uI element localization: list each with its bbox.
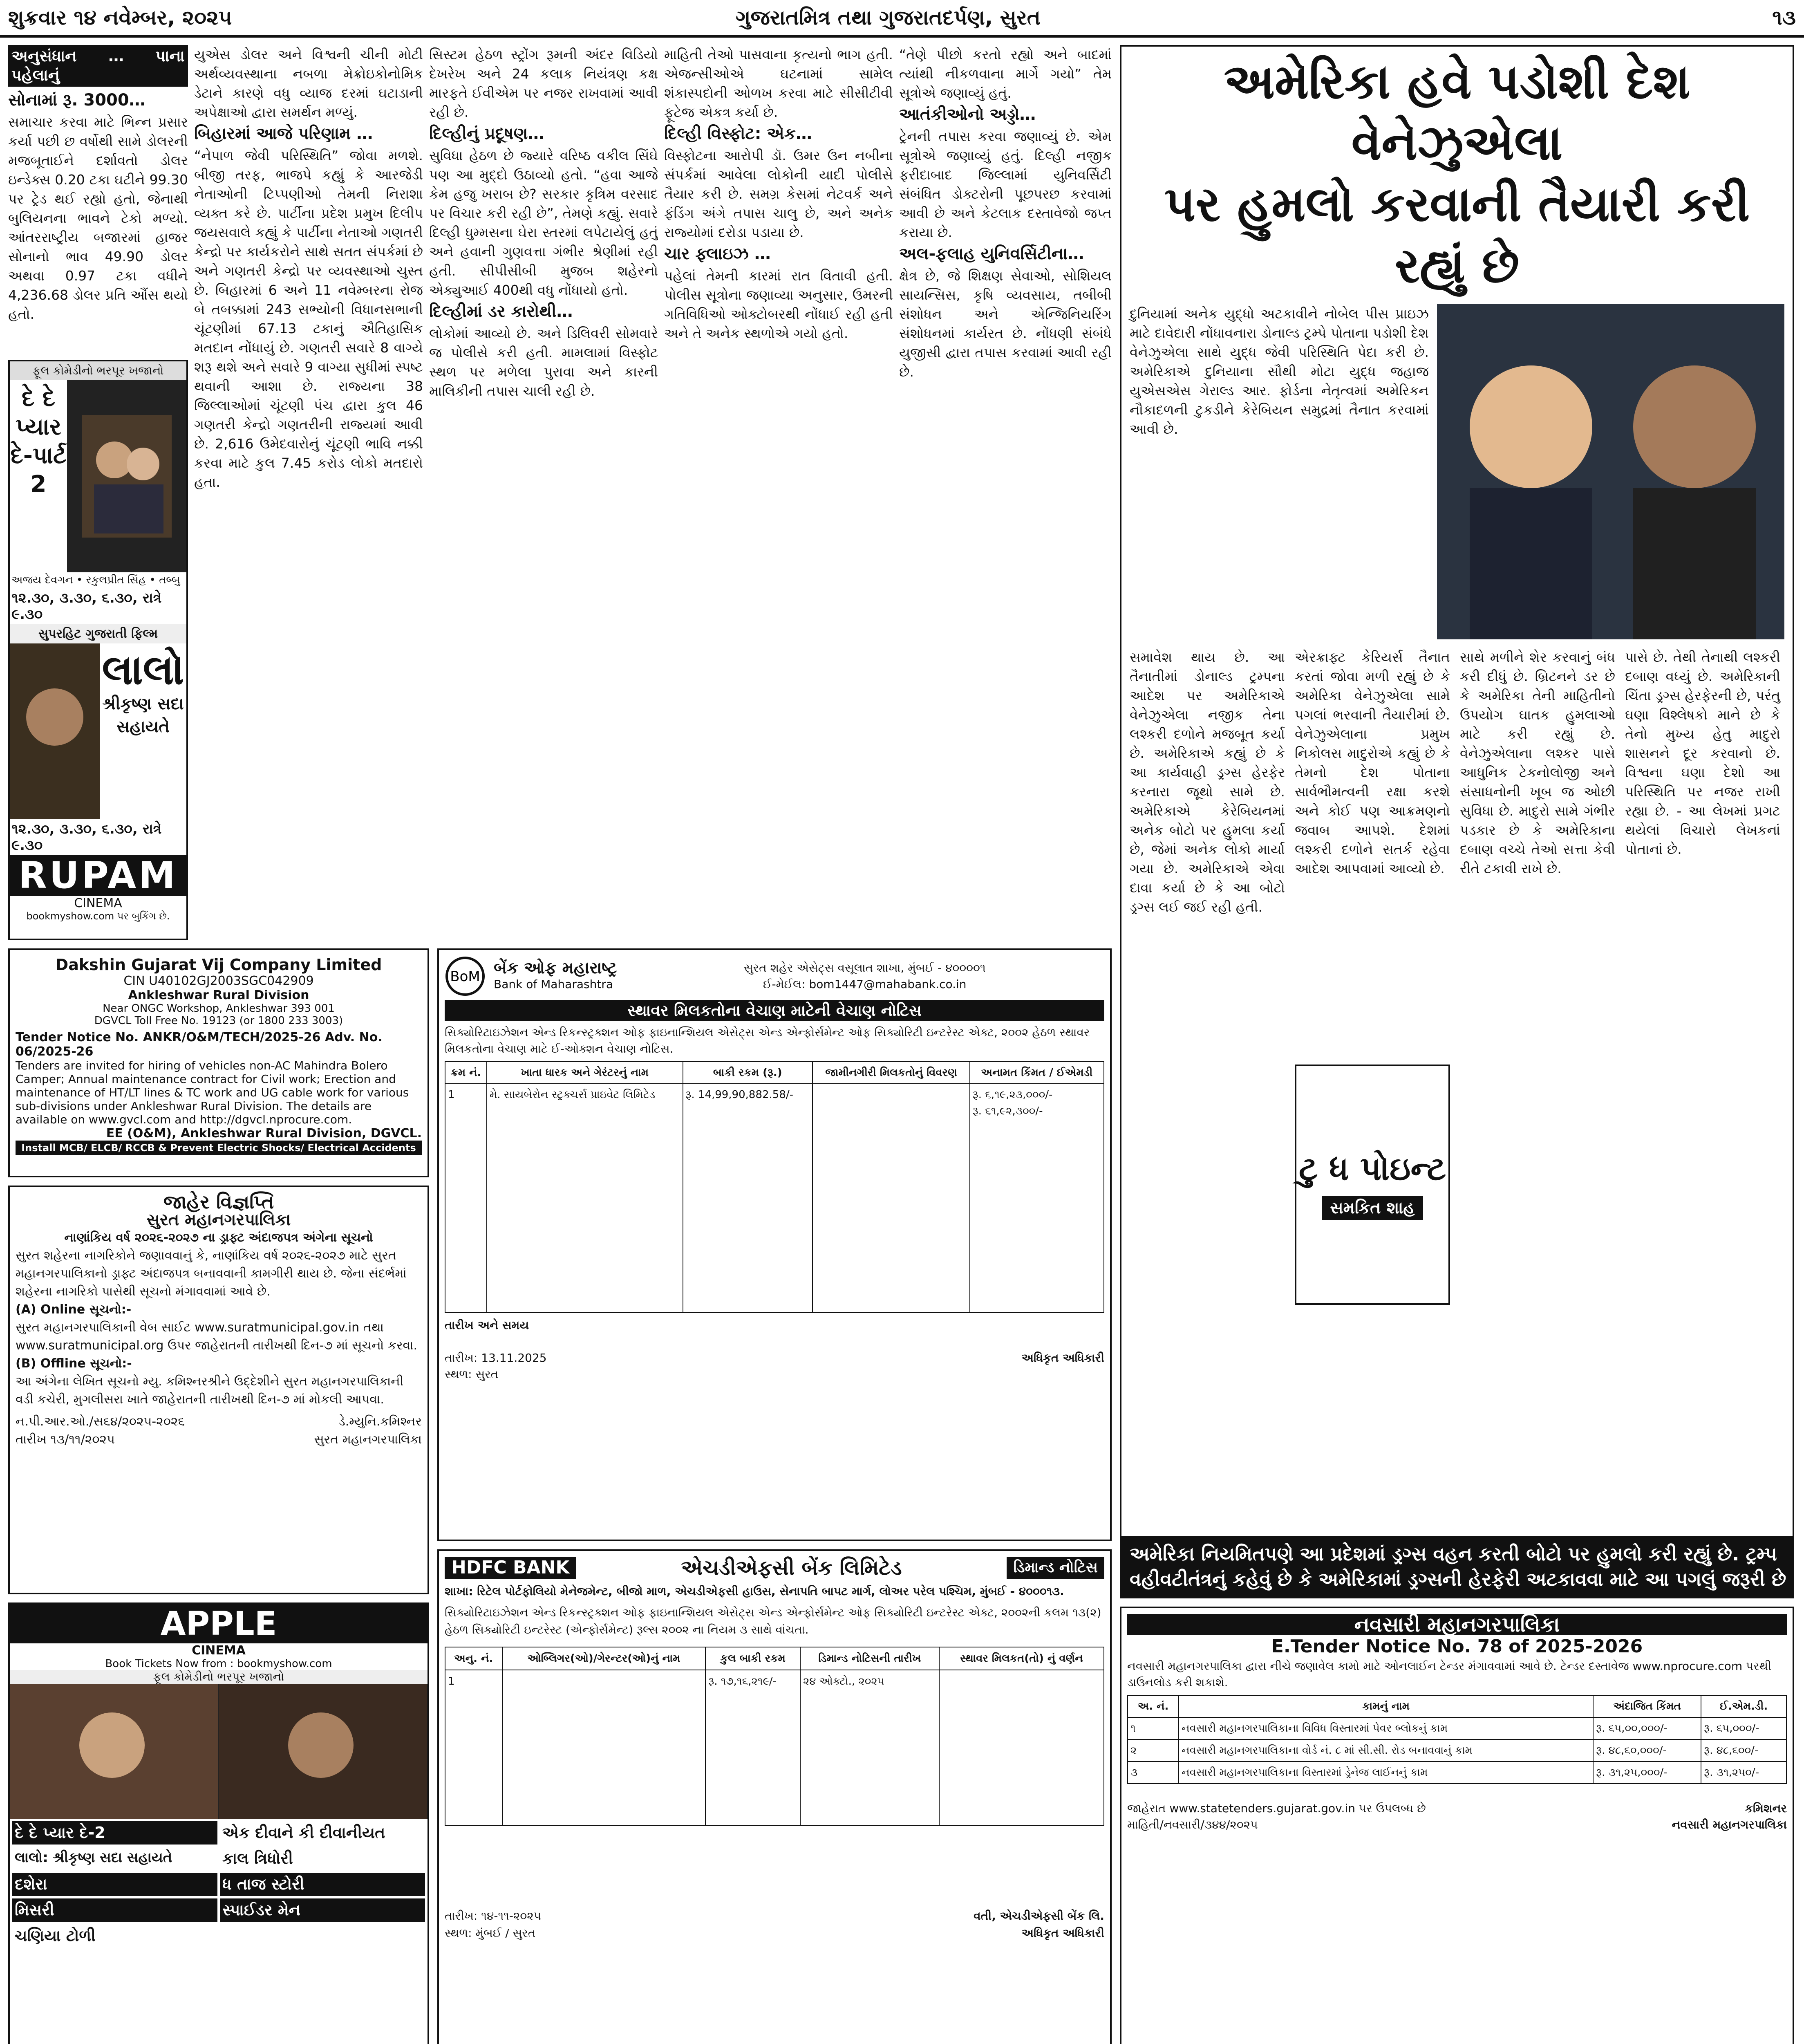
hdfc-table bbox=[445, 1647, 1104, 1826]
apple-film-5: દશેરા bbox=[12, 1873, 217, 1896]
smc-online-text: સુરત મહાનગરપાલિકાની વેબ સાઈટ www.suratmunicipal.gov.in તથા www.suratmunicipal.org ઉપર જાહેરાતની તારીખથી દિન-૭ માં સૂચનો કરવા. bbox=[16, 1320, 418, 1353]
dgvcl-tender bbox=[8, 948, 429, 1177]
hdfc-branch: શાખા: રિટેલ પોર્ટફોલિયો મેનેજમેન્ટ, બીજો માળ, એચડીએફસી હાઉસ, સેનાપતિ બાપટ માર્ગ, લોઅર પરેલ પશ્ચિમ, મુંબઈ - ૪૦૦૦૧૩. bbox=[445, 1585, 1064, 1598]
page-number: ૧૩ bbox=[1772, 6, 1796, 29]
hdfc-th-2: ઓબ્લિગર(ઓ)/ગેરન્ટર(ઓ)નું નામ bbox=[502, 1647, 706, 1670]
apple-sub: CINEMA bbox=[192, 1643, 246, 1658]
apple-poster-2 bbox=[219, 1684, 427, 1819]
america-headline-line2: પર હુમલો કરવાની તૈયારી કરી રહ્યું છે bbox=[1164, 176, 1750, 294]
column-author: સમકિત શાહ bbox=[1322, 1196, 1423, 1220]
navsari-th-1: અ. નં. bbox=[1128, 1695, 1179, 1717]
to-the-point-logo bbox=[1295, 1065, 1450, 1305]
dgvcl-slogan: Install MCB/ ELCB/ RCCB & Prevent Electric Shocks/ Electrical Accidents bbox=[16, 1141, 422, 1155]
terror-headline: આતંકીઓનો અડ્ડો… bbox=[899, 105, 1036, 124]
smc-subject: નાણાંકિય વર્ષ ૨૦૨૬-૨૦૨૭ ના ડ્રાફ્ટ અંદાજપત્ર અંગેના સૂચનો bbox=[64, 1230, 373, 1245]
bom-table bbox=[445, 1061, 1104, 1313]
svg-text:BoM: BoM bbox=[450, 968, 480, 985]
apple-film-9: ચણિયા ટોળી bbox=[15, 1927, 96, 1945]
hdfc-demand-notice bbox=[437, 1549, 1112, 2044]
dgvcl-tender-no: Tender Notice No. ANKR/O&M/TECH/2025-26 Adv. No. 06/2025-26 bbox=[16, 1030, 383, 1059]
apple-booking: Book Tickets Now from : bookmyshow.com bbox=[105, 1658, 332, 1670]
smc-body: સુરત શહેરના નાગરિકોને જણાવવાનું કે, નાણાંકિય વર્ષ ૨૦૨૬-૨૦૨૭ માટે સુરત મહાનગરપાલિકાનો ડ્રાફ્ટ અંદાજપત્ર બનાવવાની કામગીરી થાય છે. જેના સંદર્ભમાં શહેરના નાગરિકો પાસેથી સૂચનો મંગાવવામાં આવે છે. bbox=[16, 1248, 407, 1299]
blast-headline: દિલ્હી વિસ્ફોટ: એક… bbox=[664, 124, 812, 143]
america-col-d: પાસે છે. તેથી તેનાથી લશ્કરી દબાણ વધ્યું છે. અમેરિકાની ચિંતા ડ્રગ્સ હેરફેરની છે, પરંતુ ઘણા વિશ્લેષકો માને છે કે તેનો મુખ્ય હેતુ માદુરો શાસનને દૂર કરવાનો છે. વિશ્વના ઘણા દેશો આ પરિસ્થિતિ પર નજર રાખી રહ્યા છે. - આ લેખમાં પ્રગટ થયેલાં વિચારો લેખકનાં પોતાનાં છે. bbox=[1625, 649, 1780, 857]
bom-reserve: રૂ. ૬,૧૯,૨૩,૦૦૦/- bbox=[972, 1089, 1053, 1101]
four-headline: ચાર ફ્લાઇઝ … bbox=[664, 244, 771, 263]
film2-subtitle: શ્રીકૃષ્ણ સદા સહાયતે bbox=[102, 695, 184, 736]
smc-notice bbox=[8, 1186, 429, 1594]
apple-logo: APPLE bbox=[10, 1604, 427, 1643]
news-column-4 bbox=[664, 45, 893, 936]
dgvcl-division: Ankleshwar Rural Division bbox=[128, 988, 309, 1002]
terror-text: ટ્રેનની તપાસ કરવા જણાવ્યું છે. એમ સૂત્રોએ જણાવ્યું હતું. દિલ્હી નજીક ફરીદાબાદ જિલ્લામાં યુનિવર્સિટી સંબંધિત ડોક્ટરોની પૂછપરછ કરવામાં આવી છે અને કેટલાક દસ્તાવેજો જપ્ત કરાયા છે. bbox=[899, 128, 1112, 240]
smc-ref: ન.પી.આર.ઓ./સ૬૪/૨૦૨૫-૨૦૨૬ bbox=[16, 1414, 185, 1429]
bom-th-2: ખાતા ધારક અને ગેરંટરનું નામ bbox=[487, 1062, 683, 1084]
bom-th-5: અનામત કિંમત / ઈએમડી bbox=[970, 1062, 1104, 1084]
bom-place: સ્થળ: સુરત bbox=[445, 1367, 499, 1381]
dgvcl-toll: DGVCL Toll Free No. 19123 (or 1800 233 3003) bbox=[94, 1015, 343, 1027]
news-column-2 bbox=[194, 45, 423, 936]
rupam-logo: RUPAM bbox=[10, 855, 186, 896]
apple-poster-1 bbox=[10, 1684, 219, 1819]
university-text: ક્ષેત્ર છે, જે શિક્ષણ સેવાઓ, સોશિયલ સાયન્સિસ, કૃષિ વ્યવસાય, તબીબી સંશોધન અને એન્જિનિયરિંગ સંશોધનમાં કાર્યરત છે. નોંધણી સંબંધે યુજીસી દ્વારા તપાસ કરવામાં આવી રહી છે. bbox=[899, 268, 1112, 380]
america-feature bbox=[1120, 45, 1794, 1598]
film-ad-rupam bbox=[8, 360, 188, 940]
america-col-c: સાથે મળીને શેર કરવાનું બંધ કરી દીધું છે. બ્રિટનને ડર છે કે અમેરિકા તેની માહિતીનો ઉપયોગ ઘાતક હુમલાઓ માટે કરી રહ્યું છે. વેનેઝુએલાના લશ્કર પાસે આધુનિક ટેકનોલોજી અને સંસાધનોની ખૂબ જ ઓછી સુવિધા છે. માદુરો સામે ગંભીર પડકાર છે કે અમેરિકાના દબાણ વચ્ચે તેઓ સત્તા કેવી રીતે ટકાવી રાખે છે. bbox=[1460, 649, 1615, 876]
news-column-1 bbox=[8, 45, 188, 356]
delhi-fear-text: લોકોમાં આવ્યો છે. અને ડિલિવરી સોમવારે જ પોલીસે કરી હતી. મામલામાં વિસ્ફોટ સ્થળ પર મળેલા પુરાવા અને કારની માલિકીની તપાસ ચાલી રહી છે. bbox=[429, 325, 658, 399]
navsari-th-2: કામનું નામ bbox=[1179, 1695, 1593, 1717]
bom-notice-body: સિક્યોરિટાઇઝેશન એન્ડ રિકન્સ્ટ્રક્શન ઓફ ફાઇનાન્શિયલ એસેટ્સ એન્ડ એન્ફોર્સમેન્ટ ઓફ સિક્યોરિટી ઇન્ટરેસ્ટ એક્ટ, ૨૦૦૨ હેઠળ સ્થાવર મિલકતોના વેચાણ માટે ઈ-ઓક્શન વેચાણ નોટિસ. bbox=[445, 1026, 1090, 1056]
apple-combo: ફૂલ કોમેડીનો ભરપૂર ખજાનો bbox=[10, 1670, 427, 1684]
apple-film-1: દે દે પ્યાર દે-2 bbox=[12, 1821, 217, 1845]
dgvcl-name: Dakshin Gujarat Vij Company Limited bbox=[55, 956, 382, 974]
smc-date: તારીખ ૧૩/૧૧/૨૦૨૫ bbox=[16, 1432, 115, 1447]
leaders-photo-image bbox=[1437, 304, 1784, 639]
table-row: ૩ નવસારી મહાનગરપાલિકાના વિસ્તારમાં ડ્રેનેજ લાઈનનું કામ રૂ. ૩૧,૨૫,૦૦૦/- રૂ. ૩૧,૨૫૦/- bbox=[1128, 1762, 1786, 1784]
bom-th-3: બાકી રકમ (રૂ.) bbox=[683, 1062, 812, 1084]
bom-email: ઈ-મેઈલ: bom1447@mahabank.co.in bbox=[763, 977, 967, 991]
navsari-tender bbox=[1120, 1607, 1794, 2044]
film1-poster bbox=[67, 380, 186, 572]
smc-org: સુરત મહાનગરપાલિકા bbox=[146, 1210, 291, 1229]
delhi-pollution-text: સુવિધા હેઠળ છે જ્યારે વરિષ્ઠ વકીલ સિંઘે પણ આ મુદ્દો ઉઠાવ્યો હતો. “હવા આજે કેમ હજુ ખરાબ છે? સરકાર કૃત્રિમ વરસાદ પર વિચાર કરી રહી છે”, તેમણે કહ્યું. સવારે દિલ્હી ધુમ્મસના ઘેરા સ્તરમાં લપેટાયેલું હતું અને હવાની ગુણવત્તા ગંભીર શ્રેણીમાં રહી હતી. સીપીસીબી મુજબ શહેરનો એક્યુઆઈ 400થી વધુ નોંધાયો હતો. bbox=[429, 148, 658, 298]
delhi-pollution-headline: દિલ્હીનું પ્રદૂષણ… bbox=[429, 124, 544, 143]
bom-logo bbox=[445, 956, 486, 997]
hdfc-amount: રૂ. ૧૭,૧૬,૨૧૯/- bbox=[705, 1670, 800, 1825]
navsari-ref: માહિતી/નવસારી/૩૪૪/૨૦૨૫ bbox=[1127, 1818, 1258, 1831]
apple-film-8: સ્પાઈડર મેન bbox=[220, 1898, 425, 1922]
apple-film-7: મિસરી bbox=[12, 1898, 217, 1922]
hdfc-title: એચડીએફસી બેંક લિમિટેડ bbox=[681, 1556, 902, 1580]
smc-online-label: (A) Online સૂચનો:- bbox=[16, 1302, 132, 1317]
america-headline-line1: અમેરિકા હવે પડોશી દેશ વેનેઝુએલા bbox=[1224, 53, 1690, 171]
bom-borrower: મે. સાયબેરોન સ્ટ્રક્ચર્સ પ્રાઇવેટ લિમિટેડ bbox=[487, 1084, 683, 1313]
smc-sign: ડે.મ્યુનિ.કમિશ્નર bbox=[338, 1414, 422, 1429]
col5-text: “તેણે પીછો કરતો રહ્યો અને બાદમાં ત્યાંથી નીકળવાના માર્ગે ગયો” તેમ સૂત્રોએ જણાવ્યું હતું. bbox=[899, 47, 1112, 101]
apple-poster-1-image bbox=[10, 1684, 218, 1819]
america-intro: દુનિયામાં અનેક યુદ્ધો અટકાવીને નોબેલ પીસ પ્રાઇઝ માટે દાવેદારી નોંધાવનારા ડોનાલ્ડ ટ્રમ્પે પોતાના પડોશી દેશ વેનેઝુએલા સાથે યુદ્ધ જેવી પરિસ્થિતિ પેદા કરી છે. અમેરિકાએ દુનિયાના સૌથી મોટા યુદ્ધ જહાજ યુએસએસ ગેરાલ્ડ આર. ફોર્ડના નેતૃત્વમાં અમેરિકન નૌકાદળની ટુકડીને કેરેબિયન સમુદ્રમાં તૈનાત કરવામાં આવી છે. bbox=[1130, 306, 1429, 437]
rupam-booking: bookmyshow.com પર બુકિંગ છે. bbox=[26, 910, 170, 922]
hdfc-th-1: અનુ. નં. bbox=[445, 1647, 502, 1670]
film2-title: લાલો bbox=[102, 646, 184, 694]
bom-name: બેંક ઓફ મહારાષ્ટ્ર bbox=[494, 959, 617, 977]
film1-times: ૧૨.૩૦, ૩.૩૦, ૬.૩૦, રાત્રે ૯.૩૦ bbox=[11, 590, 162, 623]
col2-text: યુએસ ડોલર અને વિશ્વની ચીની મોટી અર્થવ્યવસ્થાના નબળા મેક્રોઇકોનોમિક ડેટાને કારણે વધુ વ્યાજ દરમાં ઘટાડાની અપેક્ષાઓ દ્વારા સમર્થન મળ્યું. bbox=[194, 47, 423, 120]
bom-sign: અધિકૃત અધિકારી bbox=[1021, 1351, 1104, 1365]
hdfc-demand-label: ડિમાન્ડ નોટિસ bbox=[1007, 1557, 1104, 1579]
navsari-sign: કમિશનર bbox=[1745, 1802, 1787, 1815]
navsari-tender-no: E.Tender Notice No. 78 of 2025-2026 bbox=[1271, 1636, 1643, 1657]
table-row: 1 રૂ. ૧૭,૧૬,૨૧૯/- ૨૪ ઓક્ટો., ૨૦૨૫ bbox=[445, 1670, 1104, 1825]
film1-title: દે દે પ્યાર દે-પાર્ટ 2 bbox=[10, 385, 67, 498]
film1-cast: અજય દેવગન • રકુલપ્રીત સિંહ • તબ્બુ bbox=[11, 574, 180, 586]
rupam-sub: CINEMA bbox=[74, 896, 122, 910]
smc-offline-label: (B) Offline સૂચનો:- bbox=[16, 1356, 132, 1371]
bom-date: તારીખ: 13.11.2025 bbox=[445, 1351, 547, 1365]
table-row: 1 મે. સાયબેરોન સ્ટ્રક્ચર્સ પ્રાઇવેટ લિમિટેડ રૂ. 14,99,90,882.58/- રૂ. ૬,૧૯,૨૩,૦૦૦/- રૂ. ૬૧,૯૨,૩૦૦/- bbox=[445, 1084, 1104, 1313]
news-column-3 bbox=[429, 45, 658, 936]
film2-poster bbox=[10, 643, 100, 819]
film2-times: ૧૨.૩૦, ૩.૩૦, ૬.૩૦, રાત્રે ૯.૩૦ bbox=[11, 821, 162, 854]
film2-label: સુપરહિટ ગુજરાતી ફિલ્મ bbox=[10, 624, 186, 643]
bom-sale-notice bbox=[437, 948, 1112, 1541]
navsari-th-3: અંદાજિત કિંમત bbox=[1593, 1695, 1701, 1717]
bom-notice-title: સ્થાવર મિલકતોના વેચાણ માટેની વેચાણ નોટિસ bbox=[445, 1000, 1104, 1021]
bom-th-1: ક્રમ નં. bbox=[445, 1062, 487, 1084]
col4-text: માહિતી તેઓ પાસવાના કૃત્યનો ભાગ હતી. એજન્સીઓએ ઘટનામાં સામેલ શંકાસ્પદોની ઓળખ કરવા માટે સીસીટીવી ફૂટેજ એકત્ર કર્યા છે. bbox=[664, 47, 893, 120]
university-headline: અલ-ફલાહ યુનિવર્સિટીના… bbox=[899, 244, 1084, 263]
bom-emd: રૂ. ૬૧,૯૨,૩૦૦/- bbox=[972, 1105, 1043, 1117]
bom-amount: રૂ. 14,99,90,882.58/- bbox=[683, 1084, 812, 1313]
apple-poster-2-image bbox=[219, 1684, 427, 1819]
hdfc-sign: વતી, એચડીએફસી બેંક લિ. bbox=[974, 1909, 1104, 1923]
leaders-photo bbox=[1437, 304, 1784, 639]
table-row: ૨ નવસારી મહાનગરપાલિકાના વોર્ડ નં. ૮ માં સી.સી. રોડ બનાવવાનું કામ રૂ. ૪૮,૬૦,૦૦૦/- રૂ. ૪૮,૬૦૦/- bbox=[1128, 1739, 1786, 1762]
delhi-fear-headline: દિલ્હીમાં ડર કારોથી… bbox=[429, 302, 573, 321]
apple-film-2: એક દીવાને કી દીવાનીયત bbox=[222, 1824, 385, 1842]
hdfc-body: સિક્યોરિટાઇઝેશન એન્ડ રિકન્સ્ટ્રક્શન ઓફ ફાઇનાન્શિયલ એસેટ્સ એન્ડ એન્ફોર્સમેન્ટ ઓફ સિક્યોરિટી ઇન્ટરેસ્ટ એક્ટ, ૨૦૦૨ની કલમ ૧૩(૨) હેઠળ સિક્યોરિટી ઇન્ટરેસ્ટ (એન્ફોર્સમેન્ટ) રૂલ્સ ૨૦૦૨ ના નિયમ ૩ સાથે વાંચતા. bbox=[445, 1606, 1101, 1636]
four-text: પહેલાં તેમની કારમાં રાત વિતાવી હતી. પોલીસ સૂત્રોના જણાવ્યા અનુસાર, ઉમરની ગતિવિધિઓ ઓક્ટોબરથી નોંધાઈ રહી હતી અને તે અનેક સ્થળોએ ગયો હતો. bbox=[664, 268, 893, 341]
smc-title: જાહેર વિજ્ઞપ્તિ bbox=[163, 1191, 274, 1213]
apple-film-4: કાલ ત્રિધોરી bbox=[222, 1849, 293, 1867]
bom-schedule: તારીખ અને સમય bbox=[445, 1318, 529, 1332]
combo-label: ફૂલ કોમેડીનો ભરપૂર ખજાનો bbox=[10, 361, 186, 380]
film2-poster-image bbox=[10, 643, 100, 819]
col3-text: સિસ્ટમ હેઠળ સ્ટ્રોંગ રૂમની અંદર વિડિયો દેખરેખ અને 24 કલાક નિયંત્રણ કક્ષ મારફતે ઈવીએમ પર નજર રાખવામાં આવી રહી છે. bbox=[429, 47, 658, 120]
masthead: ગુજરાતમિત્ર તથા ગુજરાતદર્પણ, સુરત bbox=[736, 6, 1041, 29]
dgvcl-sign: EE (O&M), Ankleshwar Rural Division, DGVCL. bbox=[106, 1126, 422, 1141]
navsari-footer: જાહેરાત www.statetenders.gujarat.gov.in પર ઉપલબ્ધ છે bbox=[1127, 1802, 1426, 1815]
navsari-sign2: નવસારી મહાનગરપાલિકા bbox=[1672, 1818, 1787, 1831]
smc-sign2: સુરત મહાનગરપાલિકા bbox=[314, 1432, 422, 1447]
apple-cinema-ad bbox=[8, 1602, 429, 2044]
bom-th-4: જામીનગીરી મિલકતોનું વિવરણ bbox=[812, 1062, 970, 1084]
america-col-b: એરક્રાફ્ટ કેરિયર્સ તૈનાત કરતાં જોવા મળી રહ્યું છે કે અમેરિકા વેનેઝુએલા સામે પગલાં ભરવાની તૈયારીમાં છે. વેનેઝુએલાના પ્રમુખ નિકોલસ માદુરોએ કહ્યું છે કે તેમનો દેશ પોતાના સાર્વભૌમત્વની રક્ષા કરશે અને કોઈ પણ આક્રમણનો જવાબ આપશે. દેશમાં લશ્કરી દળોને સતર્ક રહેવા આદેશ આપવામાં આવ્યો છે. bbox=[1295, 649, 1450, 876]
hdfc-notice-date: ૨૪ ઓક્ટો., ૨૦૨૫ bbox=[800, 1670, 939, 1825]
hdfc-sign2: અધિકૃત અધિકારી bbox=[1021, 1926, 1104, 1940]
blast-text: વિસ્ફોટના આરોપી ડૉ. ઉમર ઉન નબીના સંપર્કમાં આવેલા લોકોની યાદી પોલીસે તૈયાર કરી છે. સમગ્ર કેસમાં નેટવર્ક અને ફંડિંગ અંગે તપાસ ચાલુ છે, અને અનેક રાજ્યોમાં દરોડા પડાયા છે. bbox=[664, 148, 893, 240]
navsari-body: નવસારી મહાનગરપાલિકા દ્વારા નીચે જણાવેલ કામો માટે ઓનલાઈન ટેન્ડર મંગાવવામાં આવે છે. ટેન્ડર દસ્તાવેજ www.nprocure.com પરથી ડાઉનલોડ કરી શકાશે. bbox=[1127, 1659, 1772, 1689]
gold-headline: સોનામાં રૂ. 3000… bbox=[8, 91, 145, 110]
america-col-a: સમાવેશ થાય છે. આ તૈનાતીમાં ડોનાલ્ડ ટ્રમ્પના આદેશ પર અમેરિકાએ વેનેઝુએલા નજીક તેના લશ્કરી દળોને મજબૂત કર્યા છે. અમેરિકાએ કહ્યું છે કે આ કાર્યવાહી ડ્રગ્સ હેરફેર કરનારા જૂથો સામે છે. અમેરિકાએ કેરેબિયનમાં અનેક બોટો પર હુમલા કર્યા છે, જેમાં અનેક લોકો માર્યા ગયા છે. અમેરિકાએ એવા દાવા કર્યા છે કે આ બોટો ડ્રગ્સ લઈ જઈ રહી હતી. bbox=[1130, 649, 1285, 915]
apple-film-3: લાલો: શ્રીકૃષ્ણ સદા સહાયતે bbox=[15, 1849, 172, 1866]
bom-name-en: Bank of Maharashtra bbox=[494, 977, 613, 991]
hdfc-place: સ્થળ: મુંબઈ / સુરત bbox=[445, 1926, 536, 1940]
page-header bbox=[0, 0, 1804, 38]
continued-label: અનુસંધાન … પાના પહેલાનું bbox=[8, 45, 188, 87]
dgvcl-address: Near ONGC Workshop, Ankleshwar 393 001 bbox=[103, 1002, 335, 1015]
navsari-table bbox=[1127, 1695, 1787, 1784]
hdfc-logo: HDFC BANK bbox=[445, 1557, 576, 1579]
apple-film-6: ધ તાજ સ્ટોરી bbox=[220, 1873, 425, 1896]
dgvcl-cin: CIN U40102GJ2003SGC042909 bbox=[123, 974, 314, 988]
column-brand: ટુ ધ પોઇન્ટ bbox=[1298, 1150, 1446, 1188]
hdfc-th-3: કુલ બાકી રકમ bbox=[705, 1647, 800, 1670]
navsari-org: નવસારી મહાનગરપાલિકા bbox=[1127, 1614, 1787, 1635]
hdfc-th-5: સ્થાવર મિલકત(તો) નું વર્ણન bbox=[939, 1647, 1104, 1670]
america-bottom-bar: અમેરિકા નિયમિતપણે આ પ્રદેશમાં ડ્રગ્સ વહન કરતી બોટો પર હુમલો કરી રહ્યું છે. ટ્રમ્પ વહીવટીતંત્રનું કહેવું છે કે અમેરિકામાં ડ્રગ્સની હેરફેરી અટકાવવા માટે આ પગલું જરૂરી છે bbox=[1121, 1536, 1794, 1597]
page-date: શુક્રવાર ૧૪ નવેમ્બર, ૨૦૨૫ bbox=[8, 6, 232, 29]
bihar-headline: બિહારમાં આજે પરિણામ … bbox=[194, 124, 373, 143]
navsari-th-4: ઈ.એમ.ડી. bbox=[1701, 1695, 1786, 1717]
hdfc-date: તારીખ: ૧૪-૧૧-૨૦૨૫ bbox=[445, 1909, 542, 1923]
film1-poster-image bbox=[82, 415, 172, 538]
hdfc-th-4: ડિમાન્ડ નોટિસની તારીખ bbox=[800, 1647, 939, 1670]
bihar-text: “નેપાળ જેવી પરિસ્થિતિ” જોવા મળશે. બીજી તરફ, ભાજપે કહ્યું કે આરજેડી નેતાઓની ટિપ્પણીઓ તેમની નિરાશા વ્યક્ત કરે છે. પાર્ટીના પ્રદેશ પ્રમુખ દિલીપ જયસવાલે કહ્યું કે પાર્ટીના નેતાઓ ગણતરી કેન્દ્રો પર કાર્યકરોને સાથે સતત સંપર્કમાં છે અને ગણતરી કેન્દ્રો પર વ્યવસ્થાઓ ચુસ્ત છે. બિહારમાં 6 અને 11 નવેમ્બરના રોજ બે તબક્કામાં 243 સભ્યોની વિધાનસભાની ચૂંટણીમાં 67.13 ટકાનું ઐતિહાસિક મતદાન નોંધાયું છે. ગણતરી સવારે 8 વાગ્યે શરૂ થશે અને સવારે 9 વાગ્યા સુધીમાં સ્પષ્ટ થવાની આશા છે. રાજ્યના 38 જિલ્લાઓમાં ચૂંટણી પંચ દ્વારા કુલ 46 ગણતરી કેન્દ્રો ગણતરીની રાજ્યમાં આવી છે. 2,616 ઉમેદવારોનું ચૂંટણી ભાવિ નક્કી કરવા માટે કુલ 7.45 કરોડ લોકો મતદારો હતા. bbox=[194, 148, 423, 490]
table-row: ૧ નવસારી મહાનગરપાલિકાના વિવિધ વિસ્તારમાં પેવર બ્લોકનું કામ રૂ. ૬૫,૦૦,૦૦૦/- રૂ. ૬૫,૦૦૦/- bbox=[1128, 1717, 1786, 1739]
bom-office: સુરત શહેર એસેટ્સ વસૂલાત શાખા, મુંબઈ - ૪૦૦૦૦૧ bbox=[743, 961, 986, 975]
dgvcl-body: Tenders are invited for hiring of vehicles non-AC Mahindra Bolero Camper; Annual maintenance contract for Civil work; Erection and maintenance of HT/LT lines & TC work and UG cable work for various sub-divisions under Ankleshwar Rural Division. The details are available on www.gvcl.com and http://dgvcl.nprocure.com. bbox=[16, 1059, 409, 1126]
gold-text: સમાચાર કરવા માટે ભિન્ન પ્રસાર કર્યા પછી છ વર્ષોથી સામે ડોલરની મજબૂતાઈને દર્શાવતો ડોલર ઇન્ડેક્સ 0.20 ટકા ઘટીને 99.30 પર ટ્રેડ થઈ રહ્યો હતો, જેનાથી બુલિયનના ભાવને ટેકો મળ્યો. આંતરરાષ્ટ્રીય બજારમાં હાજર સોનાનો ભાવ 49.90 ડોલર અથવા 0.97 ટકા વધીને 4,236.68 ડોલર પ્રતિ ઔંસ થયો હતો. bbox=[8, 114, 188, 322]
news-column-5 bbox=[899, 45, 1112, 936]
smc-offline-text: આ અંગેના લેખિત સૂચનો મ્યુ. કમિશ્નરશ્રીને ઉદ્દેશીને સુરત મહાનગરપાલિકાની વડી કચેરી, મુગલીસરા ખાતે જાહેરાતની તારીખથી દિન-૭ માં મોકલી આપવા. bbox=[16, 1374, 404, 1407]
